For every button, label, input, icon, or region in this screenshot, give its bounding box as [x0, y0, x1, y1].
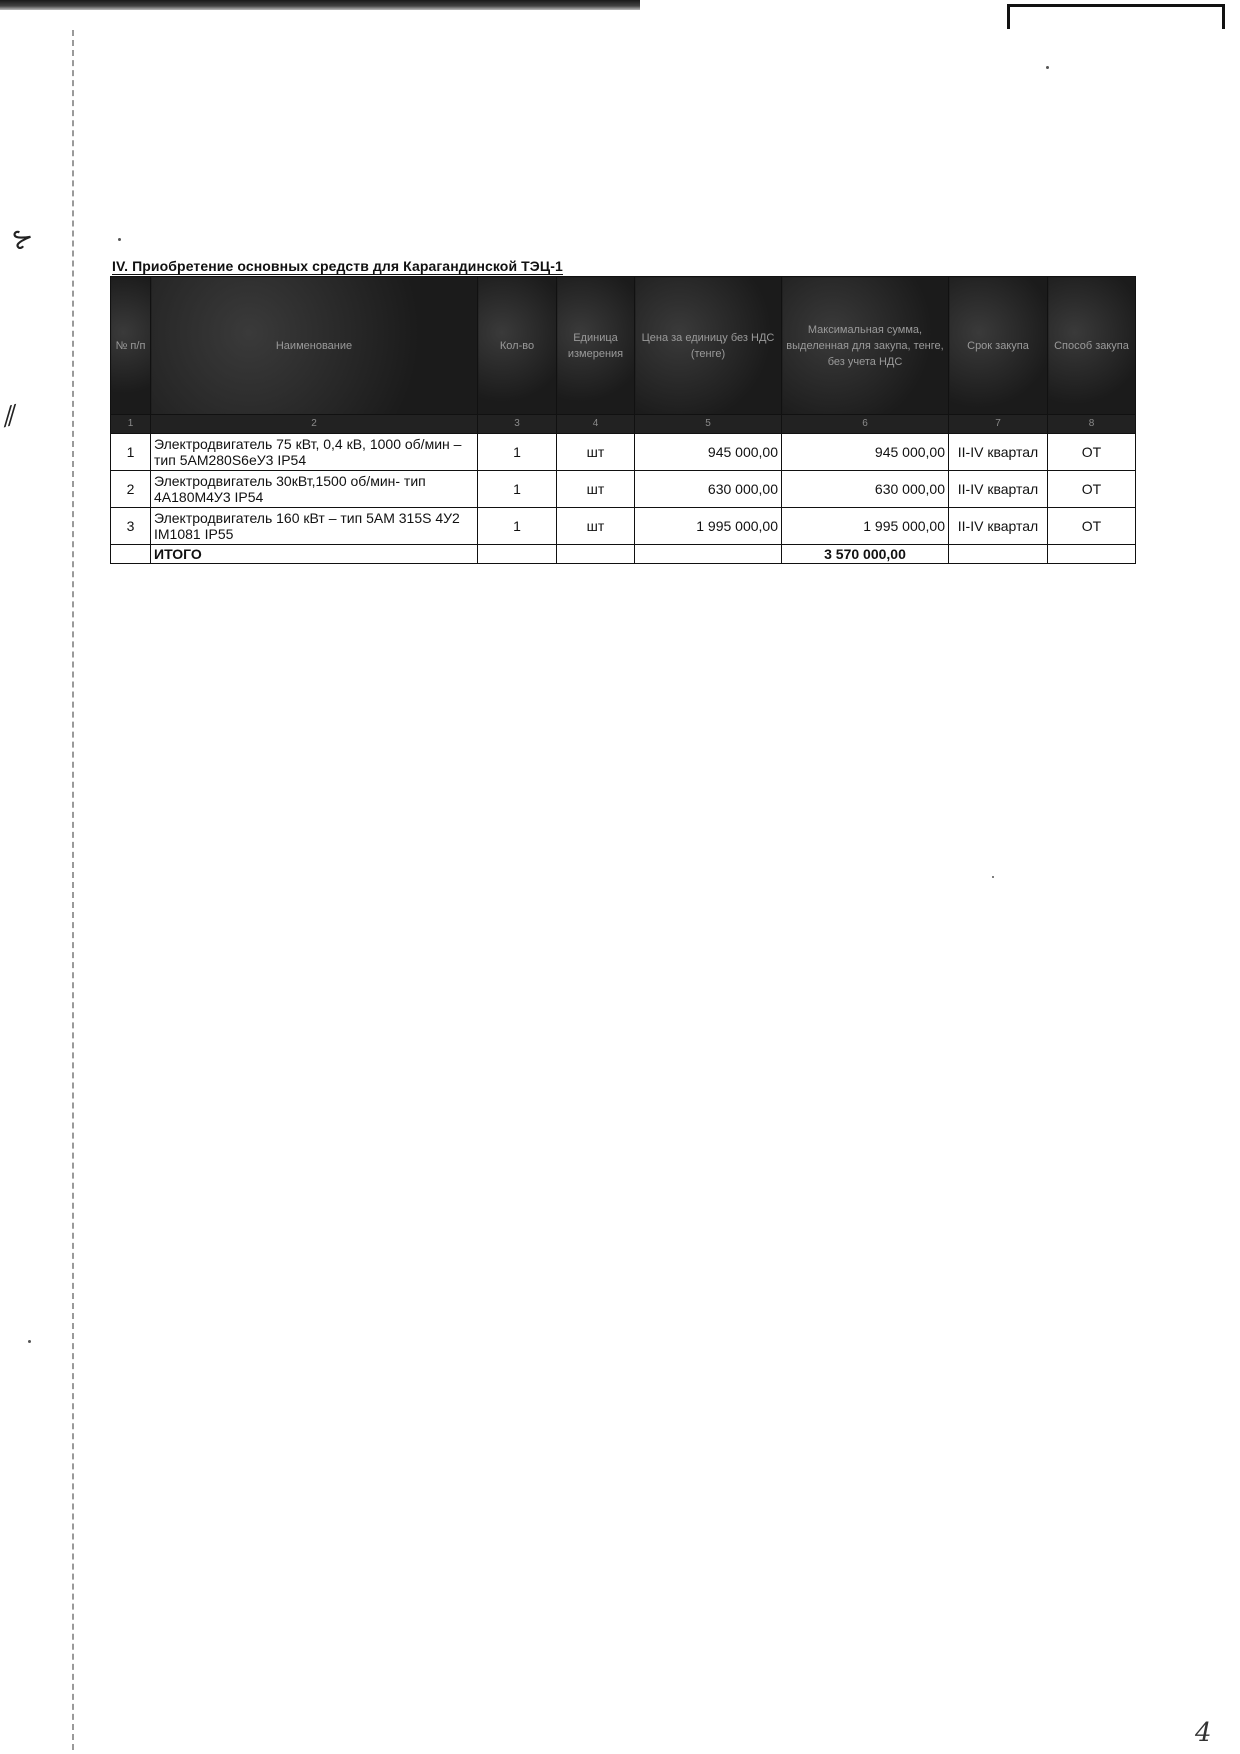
- margin-mark: ⊱: [8, 221, 38, 257]
- header-unit: Единица измерения: [557, 277, 635, 415]
- row-name: Электродвигатель 30кВт,1500 об/мин- тип 4А180М4У3 IP54: [151, 471, 478, 508]
- row-period: II-IV квартал: [949, 471, 1048, 508]
- row-unit: шт: [557, 508, 635, 545]
- row-total: 945 000,00: [782, 434, 949, 471]
- column-number: 5: [635, 415, 782, 434]
- row-method: ОТ: [1048, 508, 1136, 545]
- page-number: 4: [1195, 1718, 1212, 1748]
- table-row: [111, 471, 1136, 508]
- column-number: 3: [478, 415, 557, 434]
- row-total: 630 000,00: [782, 471, 949, 508]
- header-period: Срок закупа: [949, 277, 1048, 415]
- scan-speck: [992, 876, 994, 878]
- row-period: II-IV квартал: [949, 508, 1048, 545]
- total-empty-cell: [635, 545, 782, 564]
- total-row: [111, 545, 1136, 564]
- header-total: Максимальная сумма, выделенная для закупа, тенге, без учета НДС: [782, 277, 949, 415]
- header-price: Цена за единицу без НДС (тенге): [635, 277, 782, 415]
- header-qty: Кол-во: [478, 277, 557, 415]
- section-title: IV. Приобретение основных средств для Карагандинской ТЭЦ-1: [112, 258, 563, 274]
- total-empty-cell: [557, 545, 635, 564]
- row-num: 2: [111, 471, 151, 508]
- row-name: Электродвигатель 75 кВт, 0,4 кВ, 1000 об/мин – тип 5АМ280S6eУ3 IP54: [151, 434, 478, 471]
- table-row: [111, 508, 1136, 545]
- row-method: ОТ: [1048, 434, 1136, 471]
- scan-left-edge: [72, 30, 74, 1750]
- scan-speck: [28, 1340, 31, 1343]
- row-unit: шт: [557, 471, 635, 508]
- total-empty-cell: [478, 545, 557, 564]
- row-qty: 1: [478, 471, 557, 508]
- column-number: 6: [782, 415, 949, 434]
- total-value: 3 570 000,00: [782, 545, 949, 564]
- row-method: ОТ: [1048, 471, 1136, 508]
- header-row: [111, 277, 1136, 415]
- row-period: II-IV квартал: [949, 434, 1048, 471]
- row-qty: 1: [478, 508, 557, 545]
- total-empty-cell: [111, 545, 151, 564]
- row-qty: 1: [478, 434, 557, 471]
- column-number: 7: [949, 415, 1048, 434]
- scan-speck: [118, 238, 121, 241]
- column-number: 2: [151, 415, 478, 434]
- table-row: [111, 434, 1136, 471]
- header-method: Способ закупа: [1048, 277, 1136, 415]
- scan-speck: [1046, 66, 1049, 69]
- column-number: 4: [557, 415, 635, 434]
- column-number: 8: [1048, 415, 1136, 434]
- row-price: 1 995 000,00: [635, 508, 782, 545]
- row-name: Электродвигатель 160 кВт – тип 5АМ 315S 4У2 IM1081 IP55: [151, 508, 478, 545]
- row-price: 630 000,00: [635, 471, 782, 508]
- column-number: 1: [111, 415, 151, 434]
- total-empty-cell: [949, 545, 1048, 564]
- row-unit: шт: [557, 434, 635, 471]
- corner-bracket: [1007, 4, 1225, 29]
- row-total: 1 995 000,00: [782, 508, 949, 545]
- header-name: Наименование: [151, 277, 478, 415]
- header-num: № п/п: [111, 277, 151, 415]
- total-label: ИТОГО: [151, 545, 478, 564]
- scan-top-stripe: [0, 0, 640, 10]
- row-num: 3: [111, 508, 151, 545]
- row-price: 945 000,00: [635, 434, 782, 471]
- total-empty-cell: [1048, 545, 1136, 564]
- column-number-row: [111, 415, 1136, 434]
- row-num: 1: [111, 434, 151, 471]
- margin-mark: ⁄⁄: [2, 401, 19, 433]
- procurement-table: [110, 276, 1136, 564]
